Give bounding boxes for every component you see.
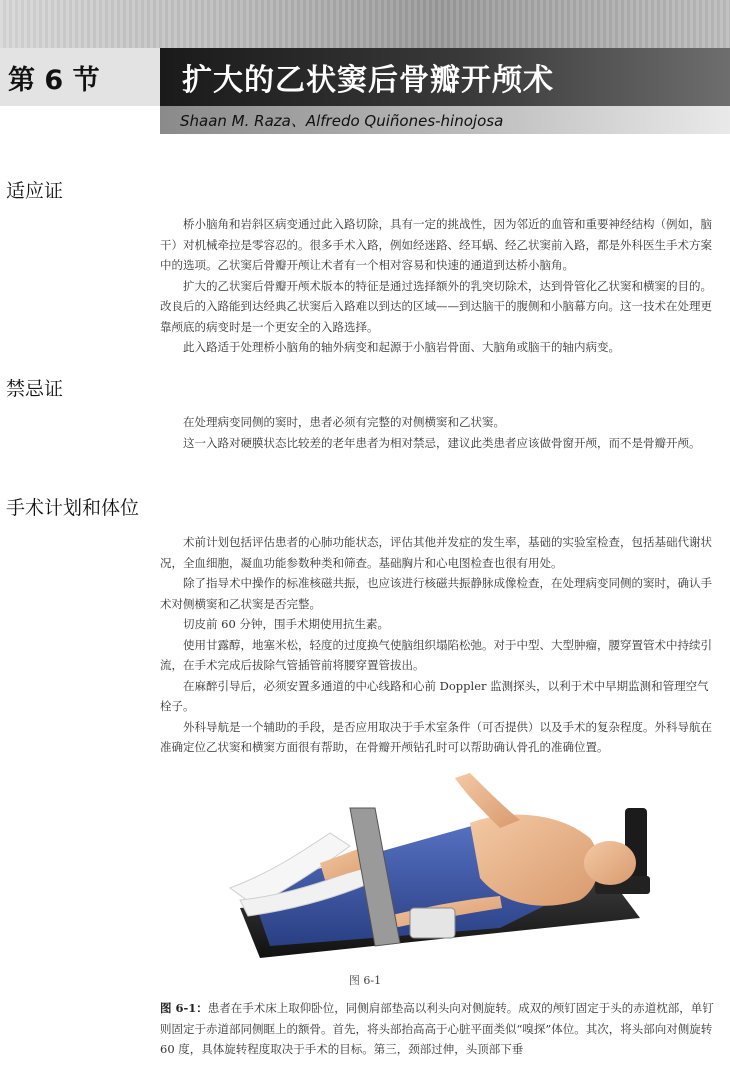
head (584, 841, 636, 885)
paragraph: 除了指导术中操作的标准核磁共振，也应该进行核磁共振静脉成像检查，在处理病变同侧的窦时，确认手术对侧横窦和乙状窦是否完整。 (160, 576, 712, 611)
paragraph: 切皮前 60 分钟，围手术期使用抗生素。 (183, 617, 389, 631)
paragraph: 外科导航是一个辅助的手段，是否应用取决于手术室条件（可否提供）以及手术的复杂程度。外科导航在准确定位乙状窦和横窦方面很有帮助，在骨瓣开颅钻孔时可以帮助确认骨孔的准确位置。 (160, 719, 712, 754)
caption-text: 患者在手术床上取仰卧位，同侧肩部垫高以利头向对侧旋转。成双的颅钉固定于头的赤道枕部，单钉则固定于赤道部同侧眶上的额骨。首先，将头部抬高高于心脏平面类似“嗅探”体位。其次，将头部向对侧旋转 60 度，具体旋转程度取决于手术的目标。第三，颈部过伸，头顶部下垂 (160, 1001, 714, 1056)
title-band (160, 48, 730, 106)
figure-label: 图 6-1 (348, 974, 382, 987)
positioning-illustration (200, 768, 670, 968)
heading-contraindications: 禁忌证 (6, 378, 64, 400)
heading-planning-positioning: 手术计划和体位 (6, 497, 140, 519)
caption-lead: 图 6-1： (160, 1001, 208, 1015)
figure-caption (160, 998, 720, 1060)
planning-text (160, 532, 720, 758)
indications-text (160, 214, 720, 358)
header-top-band (0, 0, 730, 48)
arm-board (410, 908, 455, 938)
paragraph: 在处理病变同侧的窦时，患者必须有完整的对侧横窦和乙状窦。 (183, 415, 505, 429)
paragraph: 桥小脑角和岩斜区病变通过此入路切除，具有一定的挑战性，因为邻近的血管和重要神经结构（例如，脑干）对机械牵拉是零容忍的。很多手术入路，例如经迷路、经耳蜗、经乙状窦前入路，都是外科医生手术方案中的选项。乙状窦后骨瓣开颅让术者有一个相对容易和快速的通道到达桥小脑角。 (160, 217, 712, 272)
section-number-box (0, 48, 160, 106)
chapter-title: 扩大的乙状窦后骨瓣开颅术 (182, 63, 554, 98)
author-bar (160, 106, 730, 134)
authors: Shaan M. Raza、Alfredo Quiñones-hinojosa (180, 111, 504, 130)
patient-positioning-figure (200, 768, 670, 968)
paragraph: 扩大的乙状窦后骨瓣开颅术版本的特征是通过选择额外的乳突切除术，达到骨管化乙状窦和横窦的目的。改良后的入路能到达经典乙状窦后入路难以到达的区域——到达脑干的腹侧和小脑幕方向。这一技术在处理更靠颅底的病变时是一个更安全的入路选择。 (160, 278, 712, 334)
paragraph: 这一入路对硬膜状态比较差的老年患者为相对禁忌，建议此类患者应该做骨窗开颅，而不是骨瓣开颅。 (183, 435, 701, 450)
heading-indications: 适应证 (6, 180, 64, 202)
paragraph: 在麻醉引导后，必须安置多通道的中心线路和心前 Doppler 监测探头，以利于术中早期监测和管理空气栓子。 (160, 678, 709, 713)
paragraph: 术前计划包括评估患者的心肺功能状态，评估其他并发症的发生率，基础的实验室检查，包括基础代谢状况，全血细胞，凝血功能参数种类和筛查。基础胸片和心电图检查也很有用处。 (160, 535, 712, 570)
paragraph: 此入路适于处理桥小脑角的轴外病变和起源于小脑岩骨面、大脑角或脑干的轴内病变。 (183, 340, 620, 354)
section-number: 第 6 节 (8, 64, 100, 96)
paragraph: 使用甘露醇，地塞米松，轻度的过度换气使脑组织塌陷松弛。对于中型、大型肿瘤，腰穿置管术中持续引流，在手术完成后拔除气管插管前将腰穿置管拔出。 (160, 637, 712, 672)
contraindications-text (160, 412, 720, 453)
